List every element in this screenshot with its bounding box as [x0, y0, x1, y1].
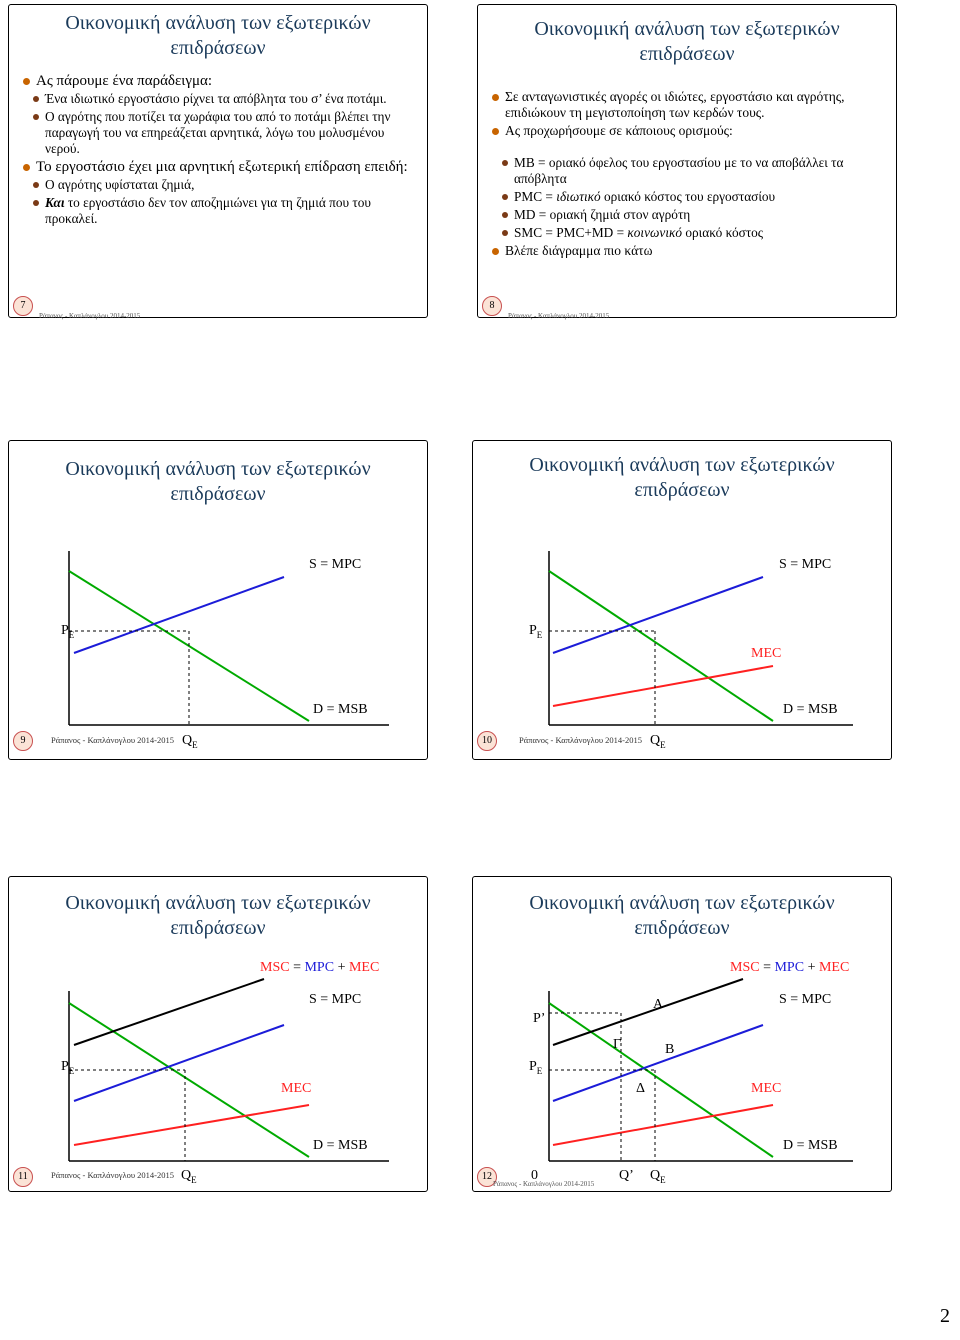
msc-label: MSC = MPC + MEC [260, 960, 380, 975]
list-item: ΜΒ = οριακό όφελος του εργοστασίου με το να αποβάλλει τα απόβλητα [492, 155, 884, 187]
demand-label: D = MSB [313, 702, 368, 717]
mec-label: MEC [751, 1081, 782, 1096]
equilibrium-price-label: $P_E$ [529, 623, 543, 640]
equilibrium-quantity-label: $Q_E$ [181, 1168, 197, 1185]
page-number: 2 [940, 1305, 950, 1327]
slide-number: 12 [477, 1167, 497, 1187]
list-item: Βλέπε διάγραμμα πιο κάτω [492, 243, 884, 259]
equilibrium-quantity-label: $Q_E$ [650, 733, 666, 750]
slide-title: Οικονομική ανάλυση των εξωτερικών επιδράσεων [65, 12, 371, 59]
equilibrium-price-label: $P_E$ [61, 623, 75, 640]
supply-curve [74, 577, 284, 653]
equilibrium-quantity-label: $Q_E$ [650, 1168, 666, 1185]
list-item: Ένα ιδιωτικό εργοστάσιο ρίχνει τα απόβλητα του σ’ ένα ποτάμι. [23, 91, 415, 107]
supply-curve [74, 1025, 284, 1101]
list-item: Σε ανταγωνιστικές αγορές οι ιδιώτες, εργοστάσιο και αγρότης, επιδιώκουν τη μεγιστοποίηση των κερδών τους. [492, 89, 884, 121]
list-item: Το εργοστάσιο έχει μια αρνητική εξωτερική επίδραση επειδή: [23, 159, 415, 175]
slide-footer: Ράπανος - Καπλάνογλου 2014-2015 [493, 1180, 595, 1188]
point-b-label: Β [665, 1042, 675, 1057]
mec-label: MEC [281, 1081, 312, 1096]
slide-12 [472, 876, 892, 1192]
slide-7 [8, 4, 428, 318]
slide-title: Οικονομική ανάλυση των εξωτερικών επιδράσεων [65, 892, 371, 939]
point-g-label: Γ [613, 1037, 622, 1052]
slide-footer: Ράπανος - Καπλάνογλου 2014-2015 [508, 312, 610, 320]
list-item: SMC = PMC+MD = κοινωνικό οριακό κόστος [492, 225, 884, 241]
slide-title: Οικονομική ανάλυση των εξωτερικών επιδράσεων [529, 454, 835, 501]
list-item: Και το εργοστάσιο δεν τον αποζημιώνει για τη ζημιά που του προκαλεί. [23, 195, 415, 227]
msc-curve [553, 979, 743, 1045]
supply-label: S = MPC [309, 557, 362, 572]
origin-label: 0 [531, 1168, 538, 1183]
list-item: MD = οριακή ζημιά στον αγρότη [492, 207, 884, 223]
equilibrium-quantity-label: $Q_E$ [182, 733, 198, 750]
demand-curve [69, 1003, 312, 1157]
slide-8 [477, 4, 897, 318]
supply-curve [553, 1025, 763, 1101]
slide-title: Οικονομική ανάλυση των εξωτερικών επιδράσεων [534, 18, 840, 65]
slide-number: 7 [13, 296, 33, 316]
slide-footer: Ράπανος - Καπλάνογλου 2014-2015 [39, 312, 141, 320]
slide-number: 9 [13, 731, 33, 751]
slide-10 [472, 440, 892, 760]
slide-footer: Ράπανος - Καπλάνογλου 2014-2015 [519, 735, 642, 745]
demand-label: D = MSB [783, 1138, 838, 1153]
mec-curve [553, 1105, 773, 1145]
equilibrium-price-label: $P_E$ [529, 1059, 543, 1076]
p-prime-label: P’ [533, 1011, 546, 1026]
slide-title: Οικονομική ανάλυση των εξωτερικών επιδράσεων [529, 892, 835, 939]
bullet-list [23, 73, 415, 227]
slide-9 [8, 440, 428, 760]
msc-curve [74, 979, 264, 1045]
slide-title: Οικονομική ανάλυση των εξωτερικών επιδράσεων [65, 458, 371, 505]
bullet-list [492, 89, 884, 259]
msc-label: MSC = MPC + MEC [730, 960, 850, 975]
list-item: Ο αγρότης που ποτίζει τα χωράφια του από το ποτάμι βλέπει την παραγωγή του να επηρεάζεται αρνητικά, λόγω του μολυσμένου νερού. [23, 109, 415, 157]
demand-label: D = MSB [783, 702, 838, 717]
slide-footer: Ράπανος - Καπλάνογλου 2014-2015 [51, 735, 174, 745]
slide-number: 11 [13, 1167, 33, 1187]
list-item: PMC = ιδιωτικό οριακό κόστος του εργοστασίου [492, 189, 884, 205]
q-prime-label: Q’ [619, 1168, 634, 1183]
supply-curve [553, 577, 763, 653]
point-a-label: Α [653, 997, 664, 1012]
supply-label: S = MPC [779, 557, 832, 572]
slide-number: 8 [482, 296, 502, 316]
demand-curve [549, 1003, 773, 1157]
supply-label: S = MPC [779, 992, 832, 1007]
list-item: Ο αγρότης υφίσταται ζημιά, [23, 177, 415, 193]
mec-label: MEC [751, 646, 782, 661]
slide-number: 10 [477, 731, 497, 751]
list-item: Ας πάρουμε ένα παράδειγμα: [23, 73, 415, 89]
mec-curve [74, 1105, 309, 1145]
point-d-label: Δ [636, 1081, 646, 1096]
demand-label: D = MSB [313, 1138, 368, 1153]
list-item: Ας προχωρήσουμε σε κάποιους ορισμούς: [492, 123, 884, 139]
supply-label: S = MPC [309, 992, 362, 1007]
demand-curve [549, 571, 773, 721]
equilibrium-price-label: $P_E$ [61, 1059, 75, 1076]
slide-11 [8, 876, 428, 1192]
slide-footer: Ράπανος - Καπλάνογλου 2014-2015 [51, 1170, 174, 1180]
